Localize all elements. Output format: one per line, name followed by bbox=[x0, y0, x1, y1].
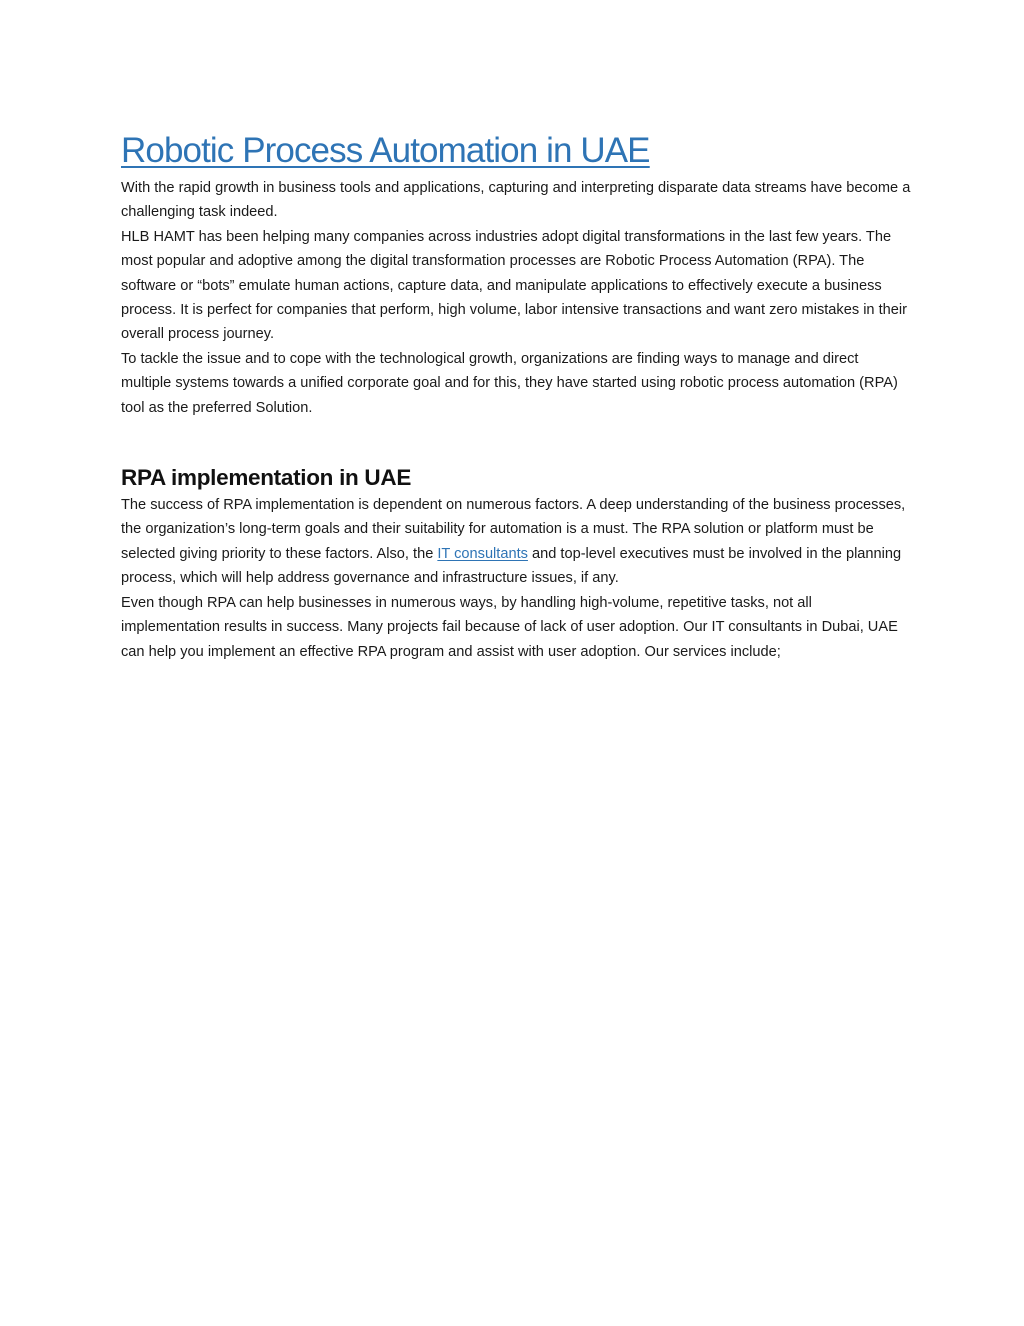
services-paragraph: Even though RPA can help businesses in numerous ways, by handling high-volume, repetitive tasks, not all implementation results in success. Many projects fail because of lack of user adoption. Our IT consultants in Dubai, UAE can help you implement an effective RPA program and assist with user adoption. Our services include; bbox=[121, 594, 898, 660]
it-consultants-link[interactable]: IT consultants bbox=[437, 545, 528, 562]
rpa-success-paragraph bbox=[121, 493, 911, 591]
page-title[interactable] bbox=[121, 126, 911, 176]
intro-paragraph: With the rapid growth in business tools and applications, capturing and interpreting disparate data streams have become a challenging task indeed. bbox=[121, 180, 911, 221]
document-content bbox=[121, 126, 911, 664]
hlb-hamt-paragraph: HLB HAMT has been helping many companies across industries adopt digital transformations in the last few years. The most popular and adoptive among the digital transformation processes are Robotic Process Automation (RPA). The software or “bots” emulate human actions, capture data, and manipulate applications to effectively execute a business process. It is perfect for companies that perform, high volume, labor intensive transactions and want zero mistakes in their overall process journey. bbox=[121, 228, 907, 343]
rpa-success-text-end: and top-level executives must be involved in the planning process, which will help address governance and infrastructure issues, if any. bbox=[121, 545, 902, 587]
rpa-success-text-start: The success of RPA implementation is dependent on numerous factors. A deep understanding of the business processes, the organization’s long-term goals and their suitability for automation is a must. The RPA solution or platform must be selected giving priority to these factors. Also, the bbox=[121, 497, 906, 562]
page-title-link[interactable]: Robotic Process Automation in UAE bbox=[121, 131, 650, 170]
section-heading: RPA implementation in UAE bbox=[121, 465, 412, 491]
organizations-paragraph: To tackle the issue and to cope with the technological growth, organizations are finding ways to manage and direct multiple systems towards a unified corporate goal and for this, they have started using robotic process automation (RPA) tool as the preferred Solution. bbox=[121, 350, 898, 416]
